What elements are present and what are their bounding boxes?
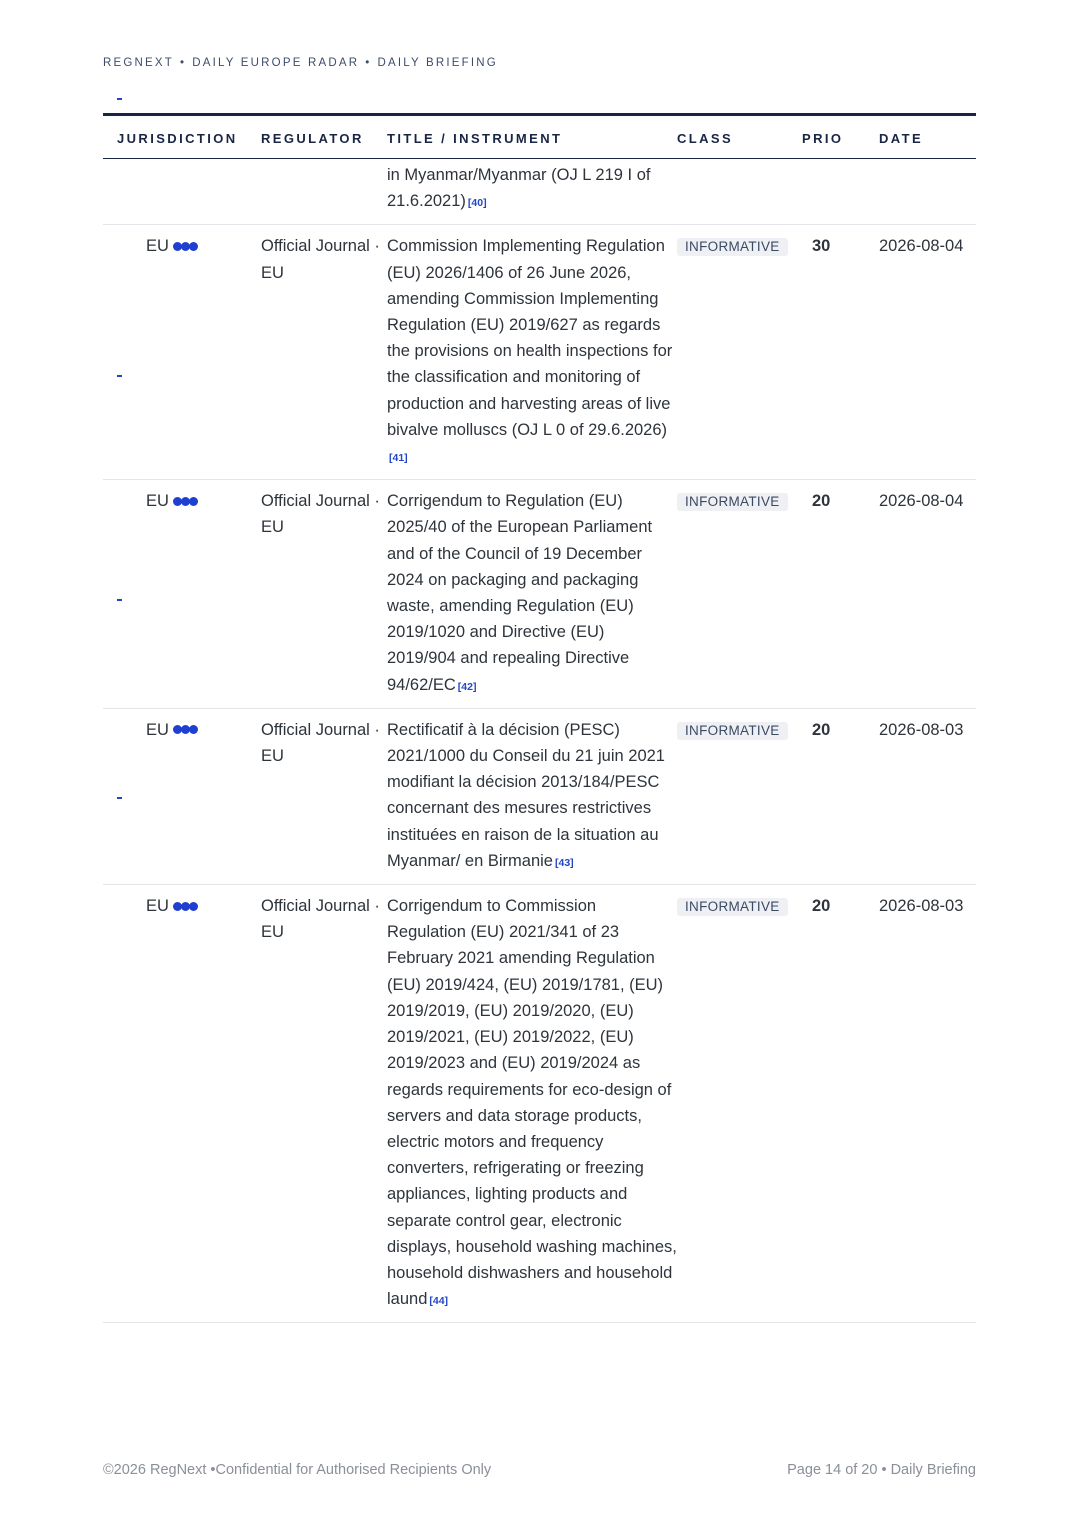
- briefing-table: [103, 113, 976, 1323]
- table-row-continuation: [103, 159, 976, 225]
- table-header-row: [103, 115, 976, 159]
- jurisdiction-dots-icon: [173, 488, 197, 514]
- column-header-prio: PRIO: [802, 115, 879, 159]
- row-title-text: Commission Implementing Regulation (EU) 2026/1406 of 26 June 2026, amending Commission Implementing Regulation (EU) 2019/627 as regards the provisions on health inspections for the classification and monitoring of production and harvesting areas of live bivalve molluscs (OJ L 0 of 29.6.2026): [387, 237, 673, 439]
- row-jurisdiction: [103, 708, 261, 884]
- row-regulator: Official Journal · EU: [261, 885, 387, 1323]
- jurisdiction-dots-icon: [173, 893, 197, 919]
- header-separator: •: [365, 57, 372, 69]
- row-regulator: Official Journal · EU: [261, 225, 387, 480]
- reference-link[interactable]: [41]: [389, 452, 408, 465]
- row-jurisdiction: [103, 885, 261, 1323]
- row-date: 2026-08-04: [879, 480, 976, 709]
- class-badge: INFORMATIVE: [677, 493, 788, 511]
- row-title: [387, 225, 677, 480]
- row-title: [387, 708, 677, 884]
- jurisdiction-dots-icon: [173, 716, 197, 742]
- row-title: [387, 159, 677, 225]
- row-date: 2026-08-04: [879, 225, 976, 480]
- column-header-class: CLASS: [677, 115, 802, 159]
- column-header-title: TITLE / INSTRUMENT: [387, 115, 677, 159]
- row-title: [387, 480, 677, 709]
- jurisdiction-label: EU: [146, 720, 169, 739]
- column-header-date: DATE: [879, 115, 976, 159]
- table-row: [103, 225, 976, 480]
- class-badge: INFORMATIVE: [677, 898, 788, 916]
- reference-link[interactable]: [40]: [467, 197, 487, 210]
- column-header-regulator: REGULATOR: [261, 115, 387, 159]
- reference-link[interactable]: [43]: [554, 856, 574, 869]
- table-row: [103, 480, 976, 709]
- reference-link[interactable]: [42]: [457, 680, 477, 693]
- row-title-text: Rectificatif à la décision (PESC) 2021/1000 du Conseil du 21 juin 2021 modifiant la décision 2013/184/PESC concernant des mesures restrictives instituées en raison de la situation au Myanmar/ en Birmanie: [387, 720, 665, 870]
- jurisdiction-label: EU: [146, 237, 169, 256]
- header-section: DAILY EUROPE RADAR: [192, 57, 360, 69]
- row-prio: 30: [802, 225, 879, 480]
- header-brand: REGNEXT: [103, 57, 174, 69]
- row-class: [677, 480, 802, 709]
- reference-link[interactable]: [44]: [429, 1295, 449, 1308]
- row-prio: 20: [802, 708, 879, 884]
- jurisdiction-label: EU: [146, 492, 169, 511]
- row-title-text: in Myanmar/Myanmar (OJ L 219 I of 21.6.2021): [387, 166, 651, 211]
- row-prio: 20: [802, 480, 879, 709]
- footer-page-number: Page 14 of 20 • Daily Briefing: [787, 1462, 976, 1478]
- footer-confidentiality: ©2026 RegNext •Confidential for Authorised Recipients Only: [103, 1462, 492, 1478]
- row-jurisdiction: [103, 225, 261, 480]
- row-regulator: Official Journal · EU: [261, 708, 387, 884]
- class-badge: INFORMATIVE: [677, 238, 788, 256]
- header-separator: •: [180, 57, 187, 69]
- row-date: 2026-08-03: [879, 708, 976, 884]
- header-doc-type: DAILY BRIEFING: [377, 57, 498, 69]
- row-class: [677, 885, 802, 1323]
- row-class: [677, 708, 802, 884]
- running-header: [103, 57, 498, 69]
- row-class: [677, 225, 802, 480]
- row-regulator: Official Journal · EU: [261, 480, 387, 709]
- jurisdiction-dots-icon: [173, 233, 197, 259]
- table-row: [103, 708, 976, 884]
- jurisdiction-label: EU: [146, 897, 169, 916]
- row-date: 2026-08-03: [879, 885, 976, 1323]
- row-prio: 20: [802, 885, 879, 1323]
- row-title-text: Corrigendum to Commission Regulation (EU) 2021/341 of 23 February 2021 amending Regulation (EU) 2019/424, (EU) 2019/1781, (EU) 2019/2019, (EU) 2019/2020, (EU) 2019/2021, (EU) 2019/2022, (EU) 2019/2023 and (EU) 2019/2024 as regards requirements for eco-design of servers and data storage products, electric motors and frequency converters, refrigerating or freezing appliances, lighting products and separate control gear, electronic displays, household washing machines, household dishwashers and household laund: [387, 897, 677, 1309]
- table-row: [103, 885, 976, 1323]
- row-title-text: Corrigendum to Regulation (EU) 2025/40 of the European Parliament and of the Council of 19 December 2024 on packaging and packaging waste, amending Regulation (EU) 2019/1020 and Directive (EU) 2019/904 and repealing Directive 94/62/EC: [387, 492, 653, 694]
- row-marker-dash: [117, 98, 122, 100]
- column-header-jurisdiction: JURISDICTION: [103, 115, 261, 159]
- row-jurisdiction: [103, 480, 261, 709]
- class-badge: INFORMATIVE: [677, 722, 788, 740]
- row-title: [387, 885, 677, 1323]
